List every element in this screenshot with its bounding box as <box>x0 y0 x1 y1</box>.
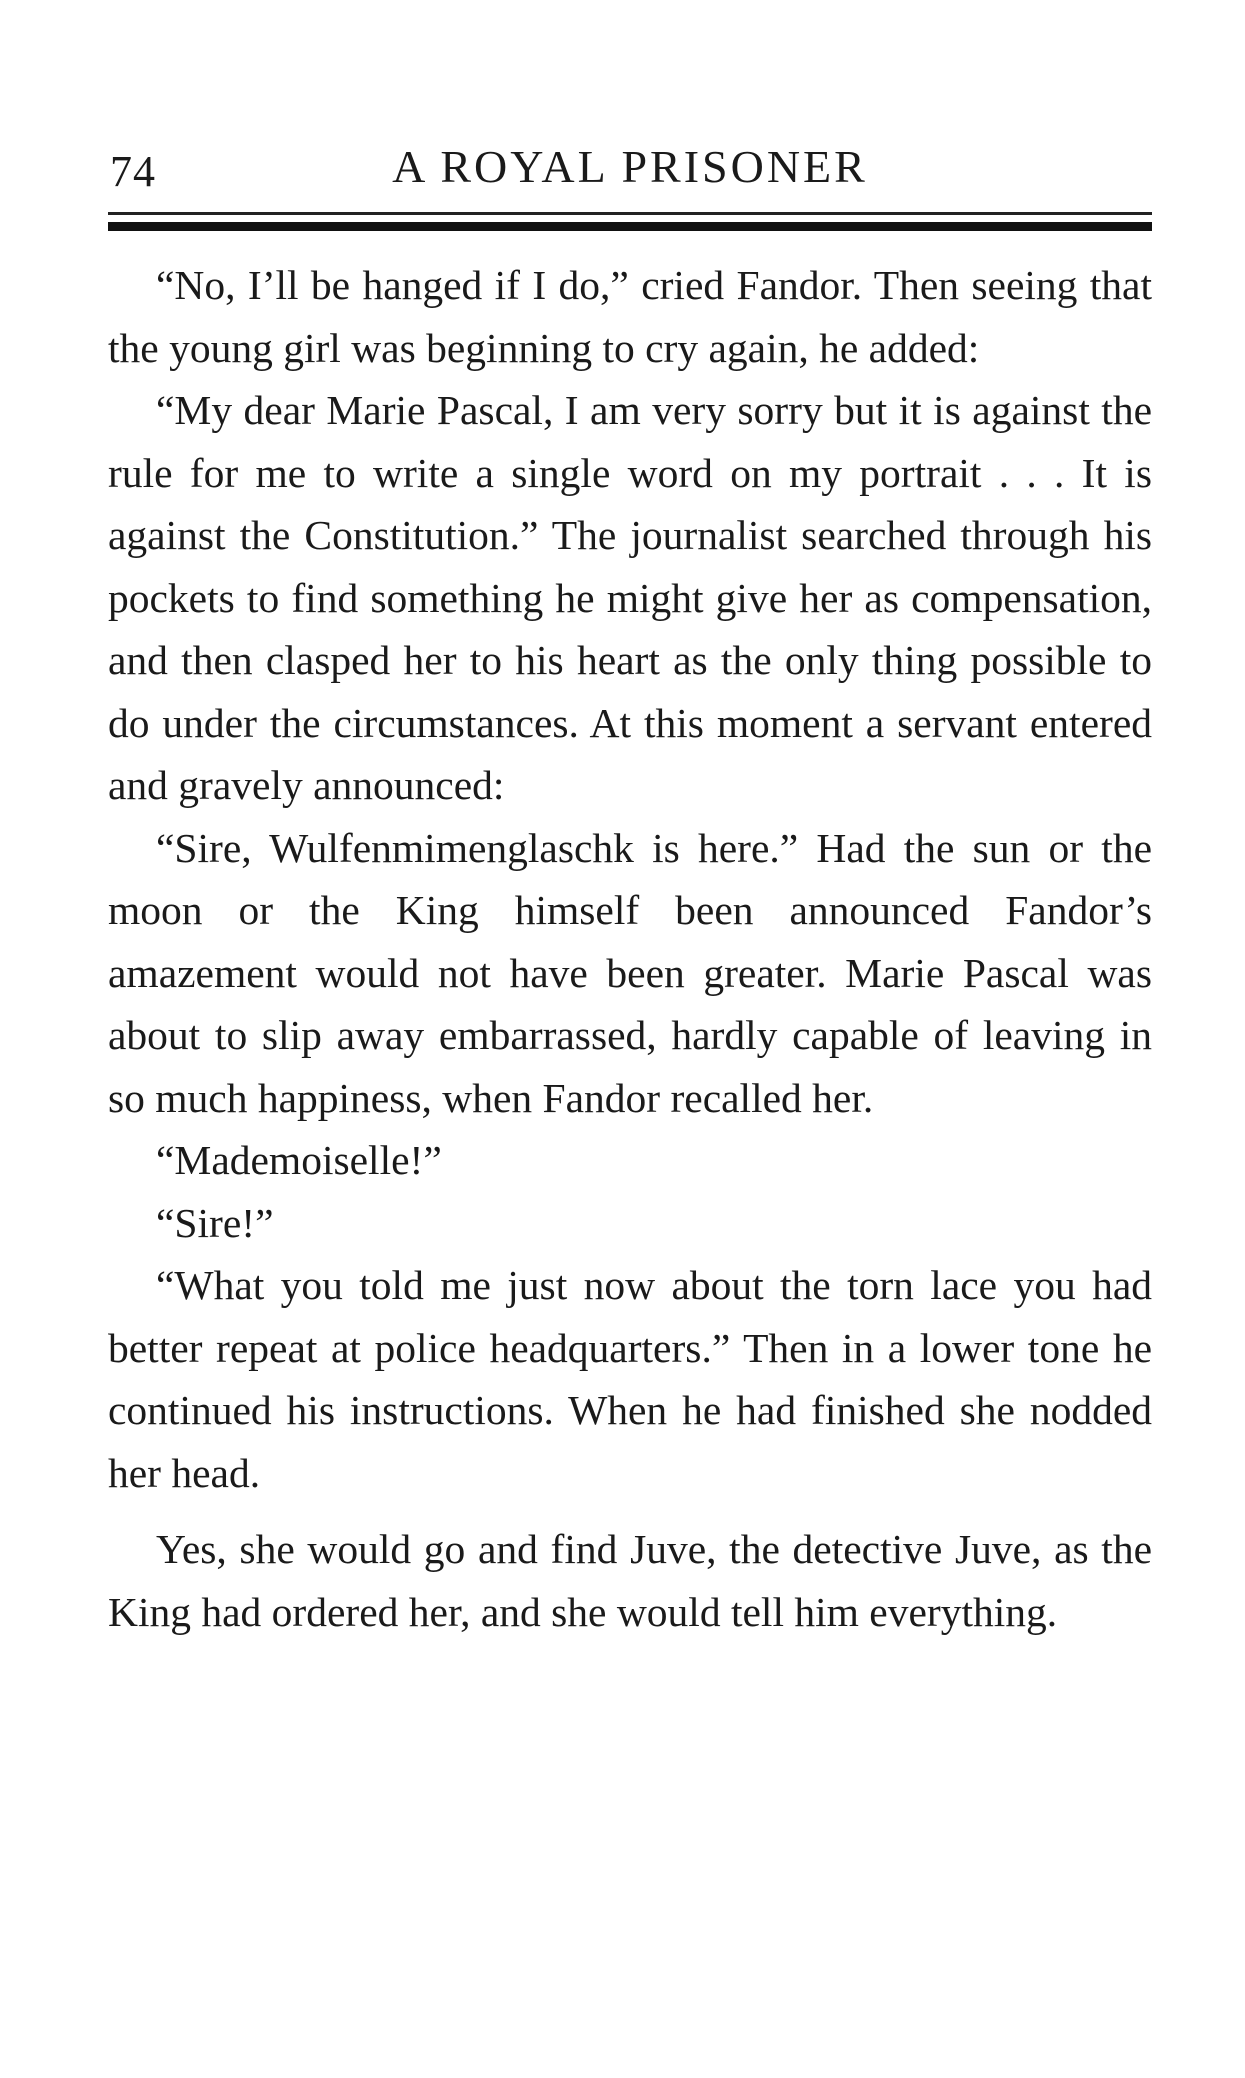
running-title: A ROYAL PRISONER <box>392 141 868 192</box>
paragraph: “Sire, Wulfenmimenglaschk is here.” Had the sun or the moon or the King himself been announced Fandor’s amazement would not have been greater. Marie Pascal was about to slip away embarrassed, hardly capable of leaving in so much happiness, when Fandor recalled her. <box>108 824 1152 1121</box>
paragraph: Yes, she would go and find Juve, the detective Juve, as the King had ordered her, and she would tell him everything. <box>108 1526 1152 1635</box>
paragraph: “No, I’ll be hanged if I do,” cried Fandor. Then seeing that the young girl was beginning to cry again, he added: <box>108 262 1152 371</box>
paragraph: “What you told me just now about the torn lace you had better repeat at police headquarters.” Then in a lower tone he continued his instructions. When he had finished she nodded her head. <box>108 1262 1152 1496</box>
page-header <box>110 140 1150 200</box>
header-rule-thin <box>108 212 1152 215</box>
header-rule-thick <box>108 222 1152 231</box>
paragraph: “Sire!” <box>156 1199 274 1246</box>
body-text <box>108 254 1152 1643</box>
page-number: 74 <box>110 147 156 196</box>
paragraph: “Mademoiselle!” <box>156 1137 442 1183</box>
paragraph: “My dear Marie Pascal, I am very sorry but it is against the rule for me to write a single word on my portrait . . . It is against the Constitution.” The journalist searched through his pockets to find something he might give her as compensation, and then clasped her to his heart as the only thing possible to do under the circumstances. At this moment a servant entered and gravely announced: <box>108 387 1152 808</box>
